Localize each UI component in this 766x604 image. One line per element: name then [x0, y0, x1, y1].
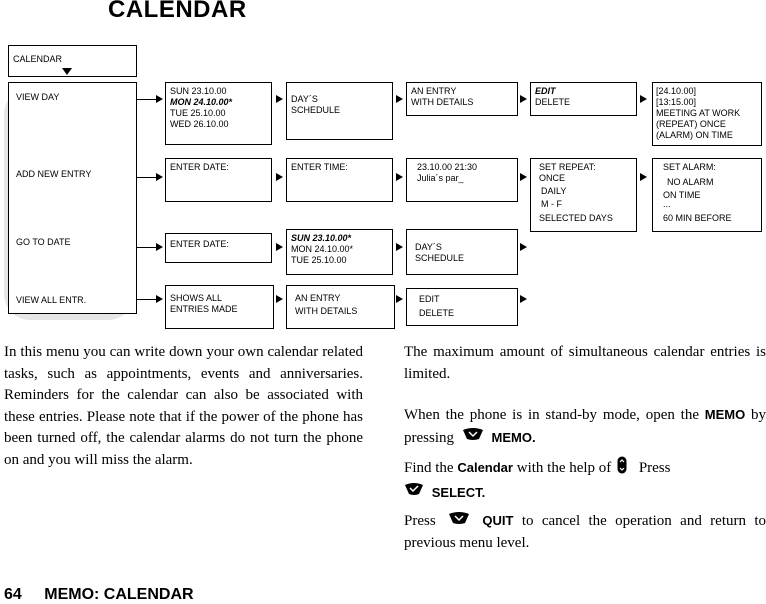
- enter-date-label: ENTER DATE:: [170, 162, 229, 172]
- view-day-options-box: [530, 82, 637, 116]
- text-span: When the phone is in stand-by mode, open the: [404, 407, 699, 423]
- calendar-keyword: Calendar: [457, 460, 513, 476]
- shows-line: ENTRIES MADE: [170, 304, 238, 314]
- goto-schedule-box: [406, 229, 518, 275]
- text-entry-text: Julia´s par_: [417, 173, 464, 183]
- menu-list-box: [8, 82, 137, 314]
- view-day-schedule-box: [286, 82, 393, 140]
- text-span: to cancel the operation and return to previous menu level.: [404, 513, 766, 551]
- alarm-option: NO ALARM: [667, 177, 714, 187]
- arrow-head: [396, 243, 403, 251]
- arrow-head: [276, 95, 283, 103]
- section-name: MEMO: CALENDAR: [44, 586, 194, 603]
- detail-line: MEETING AT WORK: [656, 108, 741, 118]
- menu-item-view-day: VIEW DAY: [16, 92, 60, 102]
- shows-line: SHOWS ALL: [170, 293, 223, 303]
- repeat-title: SET REPEAT:: [539, 162, 596, 172]
- intro-paragraph: In this menu you can write down your own calendar related tasks, such as appointments, events and anniversaries. Reminders for the calendar can also be associated with these entries. Please note that if the power of the phone has been turned off, the calendar alarms do not turn the phone on and you will miss the alarm.: [4, 344, 363, 468]
- detail-line: (REPEAT) ONCE: [656, 119, 726, 129]
- alarm-option: ...: [663, 199, 671, 209]
- schedule-line: SCHEDULE: [291, 105, 341, 115]
- option-delete: DELETE: [419, 308, 455, 318]
- softkey-left-icon: [448, 511, 470, 533]
- menu-item-view-all: VIEW ALL ENTR.: [16, 295, 87, 305]
- text-span: Press: [638, 460, 671, 477]
- softkey-left-icon: [462, 427, 484, 449]
- entry-line: WITH DETAILS: [411, 97, 474, 107]
- option-edit: EDIT: [419, 294, 440, 304]
- arrow-head: [156, 243, 163, 251]
- arrow-line: [137, 99, 157, 100]
- text-span: Press: [404, 513, 436, 529]
- option-delete: DELETE: [535, 97, 571, 107]
- alarm-option: ON TIME: [663, 190, 701, 200]
- schedule-line: SCHEDULE: [415, 253, 465, 263]
- arrow-head: [520, 243, 527, 251]
- page-title: CALENDAR: [108, 0, 247, 23]
- root-label: CALENDAR: [13, 54, 63, 64]
- text-span: by pressing: [404, 407, 766, 446]
- scroll-key-icon: [617, 456, 627, 482]
- alarm-option: 60 MIN BEFORE: [663, 213, 732, 223]
- select-key-label: SELECT.: [431, 484, 486, 500]
- menu-item-add-new-entry: ADD NEW ENTRY: [16, 169, 92, 179]
- enter-time-label: ENTER TIME:: [291, 162, 348, 172]
- goto-dates-box: [286, 229, 393, 275]
- arrow-head: [156, 173, 163, 181]
- softkey-right-icon: [404, 482, 424, 504]
- date-line-selected: MON 24.10.00*: [170, 97, 233, 107]
- alarm-title: SET ALARM:: [663, 162, 716, 172]
- limit-paragraph: The maximum amount of simultaneous calendar entries is limited.: [404, 344, 766, 382]
- arrow-head: [276, 243, 283, 251]
- view-day-details-box: [652, 82, 762, 146]
- date-line: TUE 25.10.00: [170, 108, 226, 118]
- arrow-head: [520, 95, 527, 103]
- page-footer: [4, 586, 194, 604]
- root-calendar-box: [8, 45, 137, 77]
- arrow-head: [156, 295, 163, 303]
- repeat-option: DAILY: [541, 186, 567, 196]
- arrow-line: [137, 177, 157, 178]
- arrow-head: [640, 173, 647, 181]
- add-alarm-box: [652, 158, 762, 232]
- menu-item-go-to-date: GO TO DATE: [16, 237, 71, 247]
- date-line: TUE 25.10.00: [291, 255, 347, 265]
- view-day-entry-box: [406, 82, 518, 116]
- viewall-entry-box: [286, 285, 395, 329]
- open-memo-paragraph: [404, 404, 766, 449]
- quit-key-label: QUIT: [482, 513, 514, 528]
- date-line: WED 26.10.00: [170, 119, 229, 129]
- memo-key-label: MEMO.: [491, 429, 536, 445]
- repeat-option: SELECTED DAYS: [539, 213, 613, 223]
- date-line: MON 24.10.00*: [291, 244, 354, 254]
- arrow-head: [520, 173, 527, 181]
- arrow-head: [396, 295, 403, 303]
- option-edit: EDIT: [535, 86, 556, 96]
- date-line: SUN 23.10.00: [170, 86, 227, 96]
- text-span: Find the: [404, 460, 454, 477]
- arrow-line: [137, 299, 157, 300]
- arrow-head: [276, 295, 283, 303]
- arrow-line: [137, 247, 157, 248]
- quit-paragraph: [404, 510, 766, 554]
- page-number: 64: [4, 586, 22, 603]
- schedule-line: DAY´S: [415, 242, 442, 252]
- add-text-entry-box: [406, 158, 518, 202]
- repeat-option: M - F: [541, 199, 562, 209]
- viewall-shows-box: [165, 285, 274, 329]
- text-entry-datetime: 23.10.00 21:30: [417, 162, 478, 172]
- root-down-arrow: [62, 68, 72, 75]
- view-day-dates-box: [165, 82, 272, 145]
- arrow-head: [276, 173, 283, 181]
- schedule-line: DAY´S: [291, 94, 318, 104]
- text-span: with the help of: [516, 460, 612, 477]
- detail-line: [24.10.00]: [656, 86, 697, 96]
- add-repeat-box: [530, 158, 637, 232]
- arrow-head: [396, 173, 403, 181]
- entry-line: WITH DETAILS: [295, 306, 358, 316]
- arrow-head: [640, 95, 647, 103]
- arrow-head: [520, 295, 527, 303]
- detail-line: [13:15.00]: [656, 97, 697, 107]
- add-enter-date-box: [165, 158, 272, 202]
- entry-line: AN ENTRY: [295, 293, 341, 303]
- repeat-option: ONCE: [539, 173, 566, 183]
- date-line-selected: SUN 23.10.00*: [291, 233, 352, 243]
- memo-keyword: MEMO: [704, 407, 746, 422]
- detail-line: (ALARM) ON TIME: [656, 130, 733, 140]
- add-enter-time-box: [286, 158, 393, 202]
- viewall-options-box: [406, 288, 518, 326]
- enter-date-label: ENTER DATE:: [170, 239, 229, 249]
- arrow-head: [156, 95, 163, 103]
- find-calendar-paragraph: [404, 456, 766, 504]
- goto-enter-date-box: [165, 233, 272, 263]
- arrow-head: [396, 95, 403, 103]
- entry-line: AN ENTRY: [411, 86, 457, 96]
